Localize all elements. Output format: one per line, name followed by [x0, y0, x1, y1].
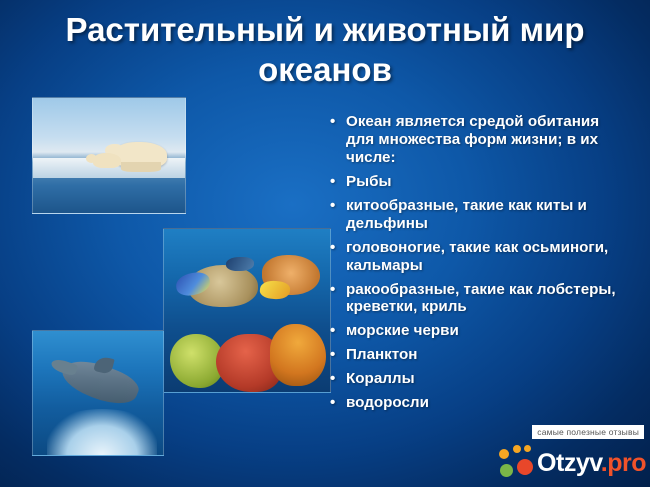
bullet-list [330, 113, 630, 418]
otzyv-pro-logo [497, 441, 646, 485]
logo-wordmark-main: Otzyv [537, 448, 601, 477]
logo-dots-icon [497, 443, 537, 483]
photo-coral-reef-with-fish [163, 228, 331, 393]
bullet-dot-icon: • [330, 322, 336, 340]
bullet-dot-icon: • [330, 172, 336, 190]
list-item-label: Планктон [346, 346, 418, 364]
page-title: Растительный и животный мир океанов [65, 11, 585, 89]
list-item [330, 370, 630, 388]
list-item-label: Океан является средой обитания для множества форм жизни; в их числе: [346, 113, 600, 166]
photo-polar-bears-on-ice [32, 97, 186, 214]
polar-bear-cub-shape [93, 153, 121, 168]
bullet-dot-icon: • [330, 196, 336, 214]
list-item-label: ракообразные, такие как лобстеры, креветки, криль [346, 280, 616, 316]
list-item [330, 239, 630, 275]
bullet-dot-icon: • [330, 238, 336, 256]
list-item [330, 197, 630, 233]
list-item-label: Рыбы [346, 172, 392, 190]
list-item [330, 346, 630, 364]
water-splash-shape [47, 409, 157, 455]
bullet-dot-icon: • [330, 394, 336, 412]
coral-shape-orange [270, 324, 326, 386]
bullet-dot-icon: • [330, 280, 336, 298]
bullet-dot-icon: • [330, 113, 336, 130]
list-item [330, 394, 630, 412]
list-item-label: головоногие, такие как осьминоги, кальмары [346, 238, 609, 274]
list-item-label: морские черви [346, 322, 459, 340]
bullet-dot-icon: • [330, 346, 336, 364]
list-item-label: водоросли [346, 394, 429, 412]
list-item-label: Кораллы [346, 370, 415, 388]
list-item [330, 281, 630, 317]
list-item-label: китообразные, такие как киты и дельфины [346, 196, 587, 232]
list-item [330, 113, 630, 167]
logo-wordmark-accent: .pro [600, 448, 646, 477]
fish-shape-dark [226, 257, 254, 271]
list-item [330, 173, 630, 191]
polar-bear-adult-shape [115, 142, 167, 168]
list-item [330, 322, 630, 340]
bullet-dot-icon: • [330, 370, 336, 388]
logo-wordmark [537, 448, 646, 477]
photo-jumping-dolphin [32, 330, 164, 456]
watermark-label: самые полезные отзывы [532, 425, 644, 439]
fish-shape-yellow [259, 279, 291, 300]
